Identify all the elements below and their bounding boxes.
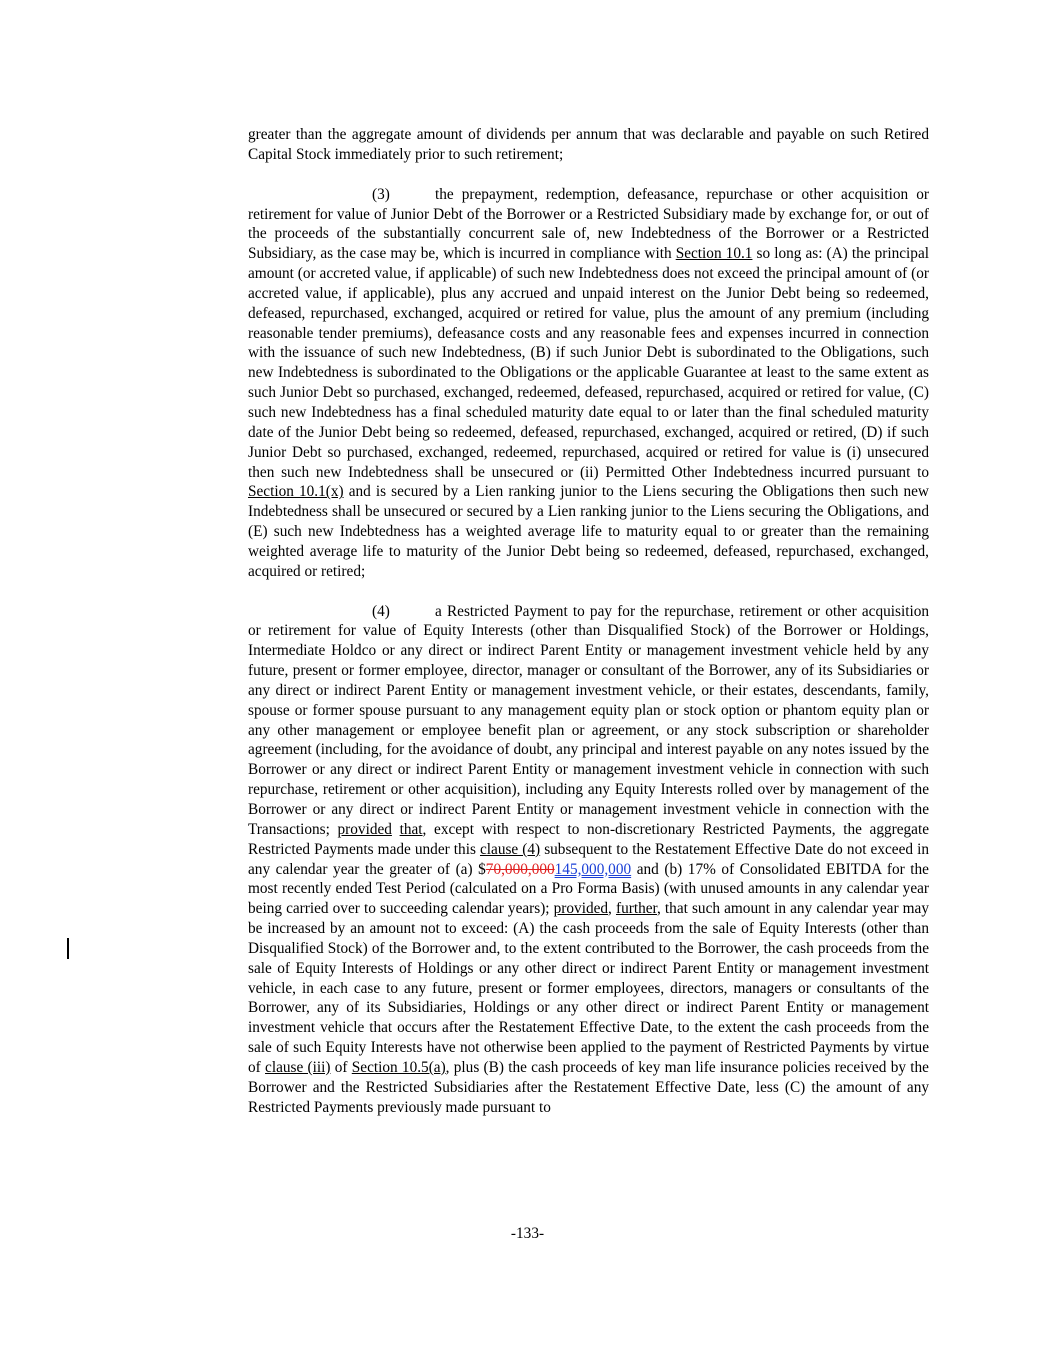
revision-change-bar [67,938,69,959]
clause-text: so long as: (A) the principal amount (or accreted value, if applicable) of such new Indebtedness does not exceed the principal amount of (or accreted value, if applicable), plus any accrued and unpaid interest on the Junior Debt being so redeemed, defeased, repurchased, exchanged, acquired or retired for value, plus the amount of any premium (including reasonable tender premiums), defeasance costs and any reasonable fees and expenses incurred in connection with the issuance of such new Indebtedness, (B) if such Junior Debt is subordinated to the Obligations, such new Indebtedness is subordinated to the Obligations or the applicable Guarantee at least to the same extent as such Junior Debt so purchased, exchanged, redeemed, defeased, repurchased, acquired or retired for value, (C) such new Indebtedness has a final scheduled maturity date equal to or later than the final scheduled maturity date of the Junior Debt being so redeemed, defeased, repurchased, exchanged, acquired or retired, (D) if such Junior Debt so purchased, exchanged, redeemed, repurchased, acquired or retired for value is (i) unsecured then such new Indebtedness shall be unsecured or (ii) Permitted Other Indebtedness incurred pursuant to [248,245,929,481]
paragraph-continuation: greater than the aggregate amount of dividends per annum that was declarable and payable on such Retired Capital Stock immediately prior to such retirement; [248,126,929,163]
defined-term: that [399,820,423,838]
document-body [248,125,929,1118]
paragraph-clause-4 [248,602,929,1118]
clause-reference[interactable]: clause (4) [479,840,541,858]
inserted-amount: 145,000,000 [554,860,632,878]
section-reference[interactable]: Section 10.5(a) [351,1058,446,1076]
section-reference[interactable]: Section 10.1(x) [248,483,344,501]
clause-text: , except with respect to non-discretionary Restricted Payments, the aggregate Restricted Payments made under this [248,820,929,858]
clause-number: (4) [372,602,390,620]
defined-term: further [615,900,657,918]
clause-text: a Restricted Payment to pay for the repurchase, retirement or other acquisition or retirement for value of Equity Interests (other than Disqualified Stock) of the Borrower or Holdings, Intermediate Holdco or any direct or indirect Parent Entity or management investment vehicle held by any future, present or former employee, director, manager or consultant of the Borrower, any of its Subsidiaries or any direct or indirect Parent Entity or management investment vehicle, or their estates, descendants, family, spouse or former spouse pursuant to any management equity plan or stock option or phantom equity plan or any other management or employee benefit plan or agreement, or any stock subscription or shareholder agreement (including, for the avoidance of doubt, any principal and interest payable on any notes issued by the Borrower or any direct or indirect Parent Entity or management investment vehicle in connection with such repurchase, retirement or other acquisition), including any Equity Interests rolled over by management of the Borrower or any direct or indirect Parent Entity or management investment vehicle in connection with the Transactions; [248,602,929,838]
clause-text: and (b) 17% of Consolidated EBITDA for the most recently ended Test Period (calculated on a Pro Forma Basis) (with unused amounts in any calendar year being carried over to succeeding calendar years); [248,860,929,918]
clause-text: , [608,900,616,918]
clause-text: , plus (B) the cash proceeds of key man life insurance policies received by the Borrower and the Restricted Subsidiaries after the Restatement Effective Date, less (C) the amount of any Restricted Payments previously made pursuant to [248,1058,929,1116]
clause-text: the prepayment, redemption, defeasance, repurchase or other acquisition or retirement for value of Junior Debt of the Borrower or a Restricted Subsidiary made by exchange for, or out of the proceeds of the substantially concurrent sale of, new Indebtedness of the Borrower or a Restricted Subsidiary, as the case may be, which is incurred in compliance with [248,185,929,263]
clause-text: subsequent to the Restatement Effective Date do not exceed in any calendar year the greater of (a) $ [248,840,929,878]
clause-text: , that such amount in any calendar year may be increased by an amount not to exceed: (A) the cash proceeds from the sale of Equity Interests (other than Disqualified Stock) of the Borrower and, to the extent contributed to the Borrower, the cash proceeds from the sale of Equity Interests of Holdings or any other direct or indirect Parent Entity or management investment vehicle, in each case to any future, present or former employees, directors, managers or consultants of the Borrower, any of its Subsidiaries, Holdings or any other direct or indirect Parent Entity or management investment vehicle that occurs after the Restatement Effective Date, to the extent the cash proceeds from the sale of such Equity Interests have not otherwise been applied to the payment of Restricted Payments by virtue of [248,900,929,1076]
section-reference[interactable]: Section 10.1 [675,245,753,263]
clause-text: of [330,1058,352,1076]
deleted-amount: 70,000,000 [485,860,555,878]
clause-text: and is secured by a Lien ranking junior to the Liens securing the Obligations then such new Indebtedness shall be unsecured or secured by a Lien ranking junior to the Liens securing the Obligations, and (E) such new Indebtedness has a weighted average life to maturity equal to or greater than the remaining weighted average life to maturity of the Junior Debt being so redeemed, defeased, repurchased, exchanged, acquired or retired; [248,483,929,580]
defined-term: provided [553,900,609,918]
paragraph-clause-3 [248,185,929,582]
clause-number: (3) [372,185,390,203]
defined-term: provided [337,820,392,838]
page-number: -133- [510,1225,545,1242]
clause-reference[interactable]: clause (iii) [265,1058,331,1076]
